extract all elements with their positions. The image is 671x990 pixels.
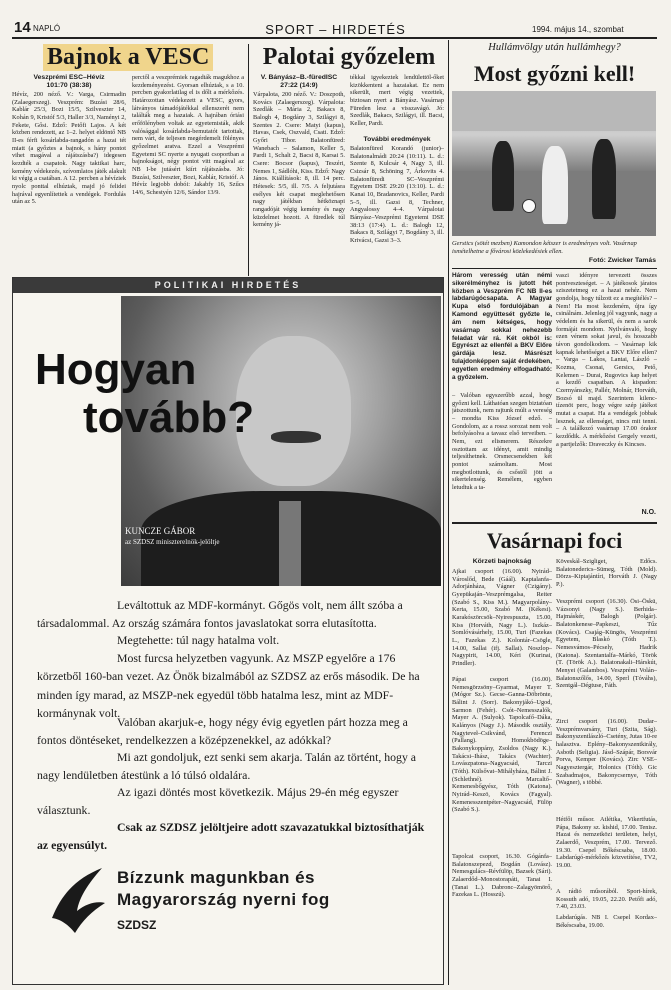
right-lead: Három veresség után némi sikerélményhez is jutott hét közben a Veszprém FC NB II-es labdarúgócsapata. A Magyar Kupa első fordulójában a Kamond együttesét győzte le, ám nem kétséges, hogy vasárnap sokkal nehezebb feladat vár rá. Két okból is: Egyrészt az ellenfél a BKV Előre gárdája lesz. Másrészt tulajdonképpen saját érdekében, egyetlen eredmény elfogadható: a győzelem. [452, 272, 552, 381]
ad-slogan: Bízzunk magunkban és [117, 868, 315, 887]
right-body1: – Valóban egyszerűbb azzal, hogy győzni kell. Láthatóan szegen biztatóan játszottunk, nem rajtunk múlt a vereség – mondta Kiss József edző. – Gondolom, az a rossz sorozat nem volt befolyásolva a tavasz első terveiben. – Nem, ezt elismerem. Részekre osztottam az idényt, amit mindig teljesíthetnek. Orsmecsenekben két pontot számoltam. Most megbotlottunk, és csőstől jött a sikertelenség. Remélem, egyben letudtuk a ta- [452, 392, 552, 492]
ball [522, 199, 536, 213]
portrait-mustache [271, 431, 321, 443]
foci-monday: Hétfői műsor. Atlétika, Vikertfutás, Pápa, Bakony sz. kishid, 17.00. Tenisz. Hazai és nemzetközi területen, helyi, Zalaerdő, Veszprém, 17.00. Tervező. 19.30. Csepel Bőkéscsaba, 18.00. Labdarúgó-mérkőzés közvetítése, TV2, 19.00. [556, 816, 657, 870]
col3-headline: Palotai győzelem [262, 44, 436, 70]
foci-radio: A rádió műsorából. Sport-hírek, Kossuth adó, 19.05, 22.20. Petőfi adó, 7.40, 23.03. [556, 888, 657, 911]
right-kicker: Hullámvölgy után hullámhegy? [488, 42, 621, 53]
foci-labdarugas: Labdarúgás. NB I. Csepel Kordax–Békéscsaba, 19.00. [556, 914, 657, 929]
ad-banner: POLITIKAI HIRDETÉS [13, 278, 443, 293]
player-figure [592, 139, 616, 219]
photo-sky [452, 91, 656, 131]
col1-body: Hévíz, 200 néző. V.: Varga, Csirmadin (Zalaegerszeg). Veszprém: Buzási 28/6, Kablár 25/3, Bozi 15/5, Szilveszter 14, Kohán 9, Kristóf 5/3, Haller 3/3, Naményi 2, Fekete, Gősi. Edző: Petőfi Lajos. A két közben rendezett, az 1–2. helyet eldöntő NB II-es férfi kosárlabda-rangadón a hazai tét miatt (a győztes a bajnok, s hány pontot vihet magával a rájátszásba?) idegesen kezdték a csapatok. Nagy taktikai harc, kemény védekezés, szívomlatos játék alakult ki végig a csatában. A 12. percben a hévíziek nyolc ponttal elhúztak, majd jó felidei hajrával egyenlítettek a vendégek. Fordulás után az 5. [12, 91, 126, 206]
player-figure [542, 146, 568, 224]
col1-score: 101:70 (38:38) [46, 82, 92, 89]
photo-credit: Fotó: Zwicker Tamás [588, 257, 656, 264]
football-photo [452, 91, 656, 236]
page-number: 14 [14, 19, 31, 36]
foci-subhead: Körzeti bajnokság [472, 558, 532, 565]
foci-papa: Pápai csoport (16.00). Nemesgörzsöny–Gyarmat, Mayer T. (Mógor Sz.). Gecse–Ganna-Döbrönte, Bálint J. (Sorr). Bakonyjákó–Ugod, Sarmon (Fehér). Csót–Nemesszalók, Mayer A. (Sulyok). Tapolcafő–Dáka, Kalányos (Nagy J.). Második osztály. Nagyteveł–Csikvánd, Ferenczi (Pallang). Homokbödöge–Bakonykoppány, Zsoldos (Nagy K.). Takácsi–Ihász, Takács (Wachter). Lovászpatona–Nagyacsád, Tarczi (Tóth). Külsővat–Mihályháza, Bálint J. (Schlethné). Marcaltő–Kemenesbőgyész, Tóth (Katona). Nyirád–Keszö, Kovács (Fagyal). Kemenesszentpéter–Nagyacsád, Fülöp (Szabó S.). [452, 676, 552, 814]
right-body2: vaszi idényre tervezett összes pontveszteséget. – A játékosok járatos sziszetetmeg ez a hazai nehéz. Nem gondolja, hogy túlzott ez a megítélés? – Nem! Ha most kezdeném, újra így csinálnám. Jelenleg jól vagyunk, nagy a védelem és ha sikerül, és nem a sarok formáját mondom. Nyilvánvaló, hogy ezen vénem sokat javul, és hosszabb távon gondolkodom. – Vasárnap kik kapnak lehetőséget a BKV Előre ellen? – Varga – Lakos, Lantai, László – Kozma, Csonai, Gersics, Pető, Kelemen – Durai, Rugovics kap helyet a kezdő csapatban. A kispadon: Czernyánszky, Pallér, Molnár, Horváth, Bozsó ül majd. Szerintem kilenc-tízenöt perc, hogy végre szép játékot mutat a csapat. Ha a vendégek jobbak lesznek, az ellenséget, nincs mit tenni. – A találkozó vasárnap 17.00 órakor kezdődik. A mérkőzést Gergely vezeti, a partjelzők: Draveczky és Kincses. [556, 272, 657, 448]
party-name: SZDSZ [117, 918, 157, 932]
section-title: SPORT – HIRDETÉS [265, 22, 406, 37]
col1-headline: Bajnok a VESC [43, 44, 213, 71]
divider [448, 40, 449, 985]
col4-subhead: További eredmények [363, 136, 431, 143]
foci-veszprem: Veszprémi csoport (16.30). Ősi–Öskü, Vázsonyi (Nagy S.). Berhida–Hajmáskér, Balogh (Polgár). Balatonkenese–Papkeszi, Tűz (Kovács). Csajág–Küngös, Veszprémi Egyetem, Blaskó (Tóth T.). Nemesvámos–Pécsely, Hadrik (Katona). Szentantalfa–Márkó, Török (T. (Török A.). Balatonakali–Hárskút, Menyei (Galambos). Veszprémi Volán–Balatonszőlős, 14.00, Sperl (Tóváhs), Szentgál–Dégtuse, Fáth. [556, 598, 657, 690]
divider [452, 522, 657, 524]
foci-zirc: Zirci csoport (16.00). Dudar–Veszprémvarsány, Turi (Szita, Ság). Bakonyszentlászló–Csetény, Jutas 10-re halasztva. Eplény–Bakonyszentkirály, Asboth (Seligia). Jásd–Szápár, Borsvár Porva, Kemper (Kovács). Zirc VSE–Nagyesztergár, Holonics (Tóth). Gic Szabadmajos, Bakonycsernye, Tóth (Wagner), s többé. [556, 718, 657, 787]
divider [452, 268, 657, 269]
foci-tapolca: Tapolcai csoport, 16.30. Gógánfa–Balatonszepezd, Bogdán (Lovász). Nemesgulács–Révfülöp, Bazsek (Sári). Zalaerdőd–Monostorapáti, Tanai I. (Tanai L.). Dabronc–Zalagyömörő, Fazekas L. (Hosszú). [452, 853, 552, 899]
col3-body: Várpalota, 200 néző. V.: Doszpoth, Kovács (Zalaegerszeg). Várpalota: Szedlák – Mária 2, Bakacs 8, Balogh 4, Bogdány 3, Szilágyi 8, Szentes 2. Csere: Matyi (kapus), Havas, Csek, Oszvald, Csati. Edző: Győri Tibor. Balatonfüred: Wanebach – Salamon, Keller 5, Pardi 1, Schalt 2, Bacsi 8, Karsai 5. Csere: Bocsor (kapus), Teszéri, Nemes 1, Sádlóhi, Kiss. Edző: Nagy János. Kiállítások: 8, ill. 14 perc. Hétesek: 5/5, ill. 7/5. A feljutásra esélyes két csapat meglehetősen nagy játékban hétköznapi rangadóját végig kemény és nagy küzdelmet hozott. A füredlek túl kemény já- [253, 91, 345, 229]
bird-icon [47, 863, 107, 938]
paper-name: NAPLÓ [33, 24, 61, 33]
col2-body: perctől a veszprémiek ragadták magukhoz a kezdeményezést. Gyorsan elhúztak, s a 10. percben gyakorlatilag el is dőlt a mérkőzés. Határozottan védekezett a VESC, gyors, látványos támadójátékkal ellenszerét nem találták meg a hazaiak. A hajrában óriási erőfölényben voltak az egyetemisták, akik valósággal kosárlabda-bemutatót tartottak, nem várt, de teljesen megérdemelt fölényes győzelmet aratva. Ezzel a Veszprémi Egyetemi SC nyerte a nyugati csoportban a bajnokságot, négy pontot vitt magával az NB I-be jutásért kiírt rájátszásba. Jó: Buzási, Szilveszter, Bozi, Kablár, Kristóf. A Hévíz legjobb dobói: Jakabfy 16, Szűcs 14/6, Schestyén 12/6, Sándor 13/9. [132, 74, 244, 197]
foci-tapolca-cont: Köveskál–Szigliget, Edőcs. Balatonederics–Sümeg, Tóth (Mold). Dörzs–Kiptajántíri, Horváth J. (Nagy P.). [556, 558, 657, 589]
foci-headline: Vasárnapi foci [486, 528, 623, 553]
ad-text-p3: Most furcsa helyzetben vagyunk. Az MSZP egyelőre a 176 körzetből 160-ban vezet. Az Önök bizalmából az SZDSZ az erős második. De ha minden így marad, az MSZP-nek egyedül több hatalma lesz, mint az MDF-kormánynak volt. [37, 651, 420, 720]
photo-caption: Gerstics (sötét mezben) Kamondon kétszer is eredményes volt. Vasárnap ismételhetne a fővárosi közlekedésiek ellen. [452, 240, 637, 255]
candidate-name: KUNCZE GÁBOR [125, 526, 196, 536]
ad-text-p7: Csak az SZDSZ jelöltjeire adott szavazatukkal biztosíthatják az egyensúlyt. [37, 820, 425, 853]
ad-text-p4: Valóban akarjuk-e, hogy négy évig egyetlen párt hozza meg a fontos döntéseket, rendelkezzen a középzenekkel, az adókkal? [37, 715, 408, 748]
header-rule [12, 37, 657, 39]
political-ad [12, 277, 444, 985]
portrait-tie [279, 501, 301, 586]
col1-match: Veszprémi ESC–Hévíz [33, 74, 105, 81]
ad-headline: Hogyan [35, 345, 197, 394]
ad-text-p5: Mi azt gondoljuk, ezt senki sem akarja. Talán az történt, hogy a nagy lendületben átestünk a ló túlsó oldalára. [37, 750, 417, 783]
ad-text-p1: Leváltottuk az MDF-kormányt. Gőgös volt, nem állt szóba a társadalommal. Az ország számára fontos javaslatokat sorra elutasította. [37, 598, 403, 631]
right-signature: N.O. [641, 509, 656, 516]
ad-text-p6: Az igazi döntés most következik. Május 29-én még egyszer választunk. [37, 785, 399, 818]
bird-logo [47, 863, 107, 938]
foci-ajka: Ajkai csoport (16.00). Nyirád–Városlőd, Bede (Gáál). Kaptalanfa–Adorjánháza, Vágner (Czigány). Gyepükaján–Veszprémgalsa, Reiter (Szabó S., Kiss M.). Magyarpolány–Kerta, 15.00, Szabó M. (Kékesi). Karakószörcsök–Nyirespuszta, 15.00, Kiss (Horváth, Nagy L.). Iszkáz–Somlóvásárhely, 15.00, Turi (Fazekas L., Fazekas Z.). Kolontár–Csögle, 14.00, Sallai (ifj. Sallai). Noszlop–Nagypirit, 14.00, Kéri (Kurinai, Prindler). [452, 568, 552, 668]
candidate-role: az SZDSZ miniszterelnök-jelöltje [125, 538, 220, 546]
player-figure [492, 141, 514, 211]
right-headline: Most győzni kell! [473, 61, 636, 86]
ad-headline: tovább? [83, 393, 255, 442]
issue-date: 1994. május 14., szombat [532, 25, 624, 34]
ad-text-p2: Megtehette: túl nagy hatalma volt. [117, 633, 280, 647]
col4-results: Balatonfüred Korandó (junior)–Balatonalmádi 20:24 (10:11). L. d.: Szente 8, Kulcsár 4, Nagy 3, ill. Csizsár 8, Schöning 7, Árkovits 4. Balatonfüredi SC–Veszprémi Egyetem DSE 29:20 (13:10). L. d.: Kanai 10, Bradanovics, Keller, Pardi 5–5, ill. Gazsi 8, Techner, Angyalossy 4–4. Várpalotai Bányász–Veszprémi Egyetemi DSE 38:13 (17:4). L. d.: Balogh 12, Bakacs 8, Szilágyi 7, Bogdány 3, ill. Krivácsi, Gazsi 3–3. [350, 145, 444, 245]
col3-score: 27:22 (14:9) [280, 82, 318, 89]
col3-match: V. Bányász–B.-füredISC [260, 74, 338, 81]
ad-slogan: Magyarország nyerni fog [117, 890, 330, 909]
divider [248, 44, 249, 276]
col4-body: tékkal igyekeztek lendülettöl-őket kizökkenteni a hazaiakat. Ez nem sikerült, mert végig vezettek, biztosan nyert a Bányász. Vasárnap Füreden lesz a visszavágó. Jó: Szedlák, Bakacs, Szilágyi, ill. Bacsi, Keller, Pardi. [350, 74, 444, 128]
